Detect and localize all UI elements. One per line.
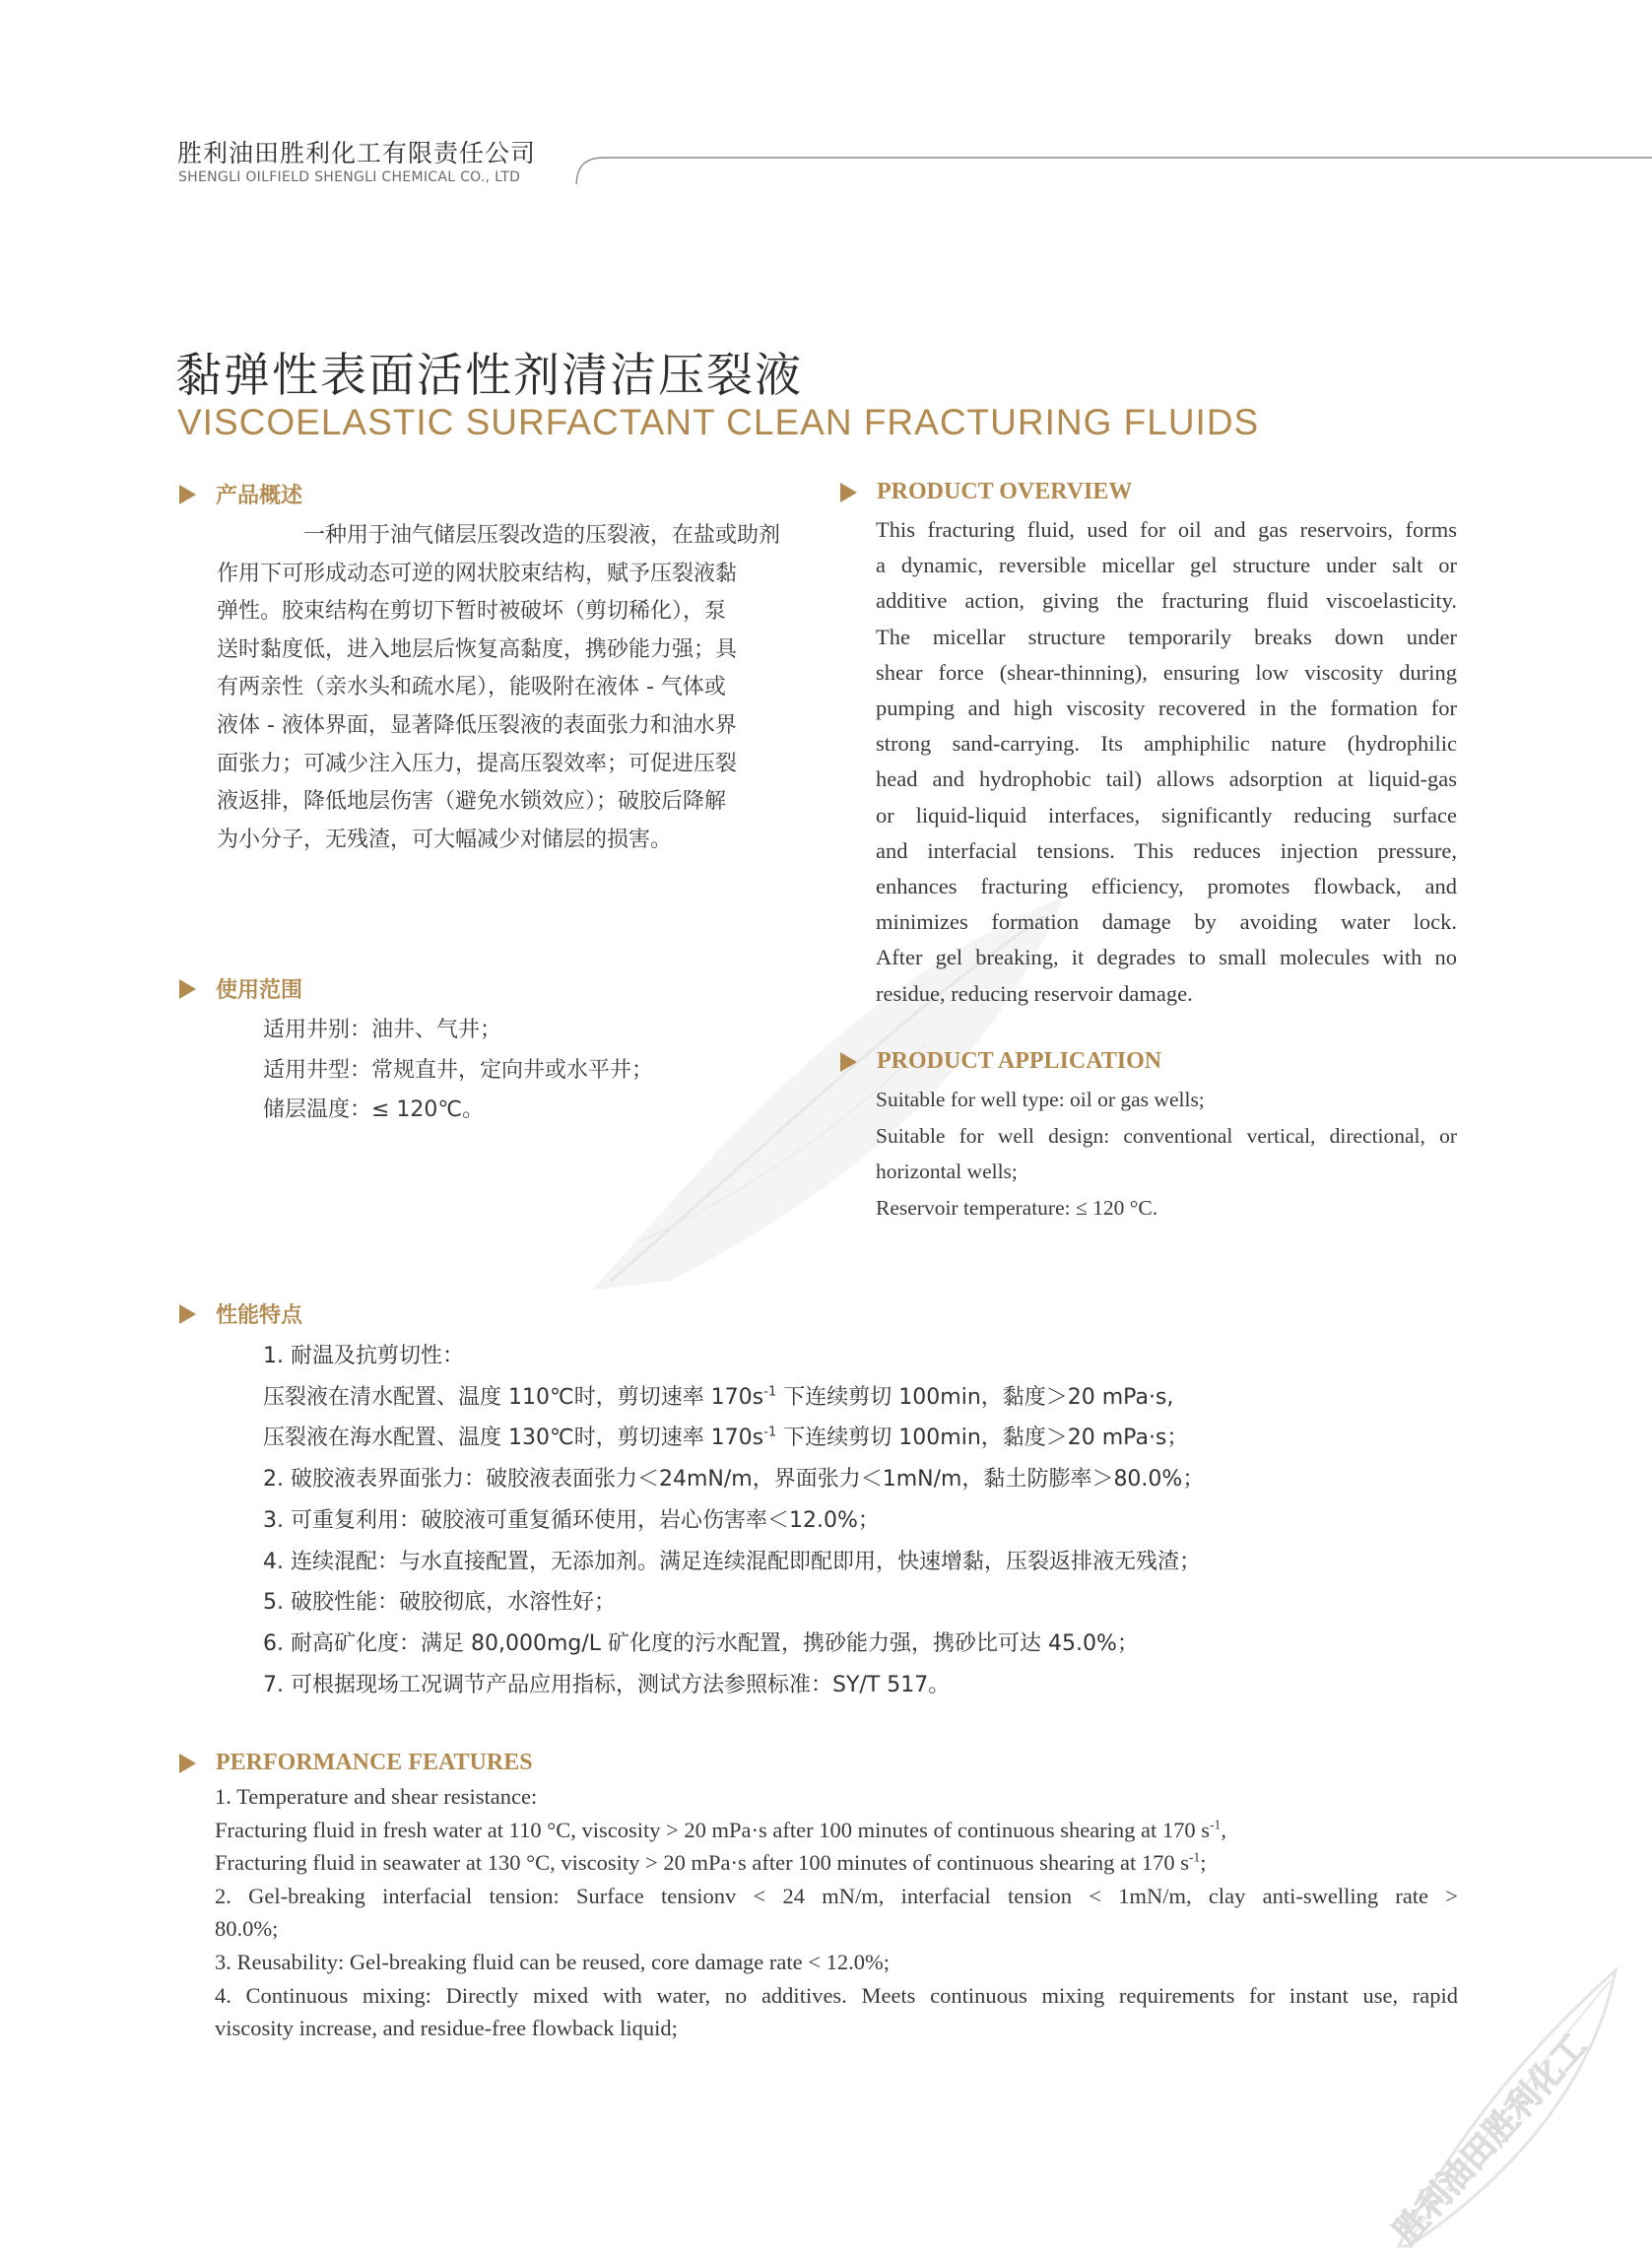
overview-cn-text: 一种用于油气储层压裂改造的压裂液，在盐或助剂 作用下可形成动态可逆的网状胶束结构，赋予压裂液黏 弹性。胶束结构在剪切下暂时被破坏（剪切稀化），泵 送时黏度低，进入地层后恢复高黏度，携砂能力强；具 有两亲性（亲水头和疏水尾），能吸附在液体 - 气体或 液体 - 液体界面，显著降低压裂液的表面张力和油水界 面张力；可减少注入压力，提高压裂效率；可促进压裂 液返排，降低地层伤害（避免水锁效应）；破胶后降解 为小分子，无残渣，可大幅减少对储层的损害。 (217, 523, 781, 852)
application-en-list (876, 1082, 1457, 1226)
triangle-bullet-icon (179, 1304, 196, 1324)
list-item: 5. 破胶性能：破胶彻底，水溶性好； (263, 1590, 616, 1616)
company-name-cn: 胜利油田胜利化工有限责任公司 (177, 139, 537, 167)
list-item: 3. 可重复利用：破胶液可重复循环使用，岩心伤害率＜12.0%； (263, 1507, 880, 1533)
list-item: 储层温度：≤ 120℃。 (263, 1097, 485, 1122)
company-name-en: SHENGLI OILFIELD SHENGLI CHEMICAL CO., LTD (178, 169, 521, 185)
corner-logo-watermark (1369, 1951, 1652, 2257)
list-item: viscosity increase, and residue-free flowback liquid; (215, 2016, 678, 2041)
corner-watermark-text: 胜利油田胜利化工 (1385, 2026, 1595, 2253)
section-heading-application-en: PRODUCT APPLICATION (840, 1048, 1161, 1075)
header-divider-line (575, 156, 1652, 185)
list-item: 80.0%; (215, 1916, 279, 1942)
triangle-bullet-icon (179, 485, 196, 504)
section-heading-overview-en: PRODUCT OVERVIEW (840, 479, 1132, 505)
list-item: 2. Gel-breaking interfacial tension: Surface tensionv < 24 mN/m, interfacial tension < 1mN/m, clay anti-swelling rate > (215, 1883, 1458, 1908)
list-item: 1. 耐温及抗剪切性： (263, 1344, 464, 1368)
page-title-en: VISCOELASTIC SURFACTANT CLEAN FRACTURING FLUIDS (177, 402, 1260, 442)
list-item: 7. 可根据现场工况调节产品应用指标，测试方法参照标准：SY/T 517。 (263, 1672, 951, 1697)
list-item: 适用井别：油井、气井； (263, 1018, 502, 1042)
list-item: 4. 连续混配：与水直接配置，无添加剂。满足连续混配即配即用，快速增黏，压裂返排液无残渣； (263, 1549, 1201, 1574)
list-item: 压裂液在清水配置、温度 110℃时，剪切速率 $170s^{-1}$ 下连续剪切 100min，黏度＞20 mPa·s, (263, 1384, 1174, 1410)
list-item: 压裂液在海水配置、温度 130℃时，剪切速率 $170s^{-1}$ 下连续剪切 100min，黏度＞20 mPa·s； (263, 1426, 1189, 1451)
section-heading-overview-cn: 产品概述 (179, 479, 302, 509)
list-item: Suitable for well type: oil or gas wells; (876, 1088, 1205, 1111)
overview-en-text: This fracturing fluid, used for oil and gas reservoirs, forms a dynamic, reversible micellar gel structure under salt or additive action, giving the fracturing fluid viscoelasticity. The micellar structure temporarily breaks down under shear force (shear-thinning), ensuring low viscosity during pumping and high viscosity recovered in the formation for strong sand-carrying. Its amphiphilic nature (hydrophilic head and hydrophobic tail) allows adsorption at liquid-gas or liquid-liquid interfaces, significantly reducing surface and interfacial tensions. This reduces injection pressure, enhances fracturing efficiency, promotes flowback, and minimizes formation damage by avoiding water lock. After gel breaking, it degrades to small molecules with no residue, reducing reservoir damage. (876, 517, 1457, 1006)
features-cn-list (263, 1336, 1204, 1705)
list-item: 3. Reusability: Gel-breaking fluid can be reused, core damage rate < 12.0%; (215, 1949, 890, 1974)
triangle-bullet-icon (179, 1754, 196, 1773)
list-item: horizontal wells; (876, 1160, 1018, 1183)
application-cn-list (263, 1011, 653, 1131)
section-heading-application-cn: 使用范围 (179, 973, 302, 1004)
triangle-bullet-icon (840, 1052, 857, 1072)
triangle-bullet-icon (840, 483, 857, 502)
section-heading-features-cn: 性能特点 (179, 1298, 302, 1329)
list-item: 2. 破胶液表界面张力：破胶液表面张力＜24mN/m，界面张力＜1mN/m，黏土防膨率＞80.0%； (263, 1467, 1205, 1493)
list-item: Fracturing fluid in fresh water at 110 °C, viscosity > 20 mPa·s after 100 minutes of continuous shearing at 170 $s^{-1}$, (215, 1817, 1226, 1842)
triangle-bullet-icon (179, 979, 196, 999)
section-heading-features-en: PERFORMANCE FEATURES (179, 1750, 533, 1776)
list-item: Suitable for well design: conventional vertical, directional, or (876, 1123, 1457, 1148)
features-en-list (215, 1780, 1458, 2045)
list-item: Reservoir temperature: ≤ 120 °C. (876, 1195, 1158, 1220)
list-item: 适用井型：常规直井，定向井或水平井； (263, 1057, 654, 1083)
page-title-cn: 黏弹性表面活性剂清洁压裂液 (175, 349, 803, 403)
list-item: Fracturing fluid in seawater at 130 °C, viscosity > 20 mPa·s after 100 minutes of continuous shearing at 170 $s^{-1}$; (215, 1849, 1207, 1876)
list-item: 1. Temperature and shear resistance: (215, 1784, 538, 1809)
list-item: 4. Continuous mixing: Directly mixed with water, no additives. Meets continuous mixing requirements for instant use, rapid (215, 1982, 1458, 2008)
list-item: 6. 耐高矿化度：满足 80,000mg/L 矿化度的污水配置，携砂能力强，携砂比可达 45.0%； (263, 1630, 1139, 1656)
